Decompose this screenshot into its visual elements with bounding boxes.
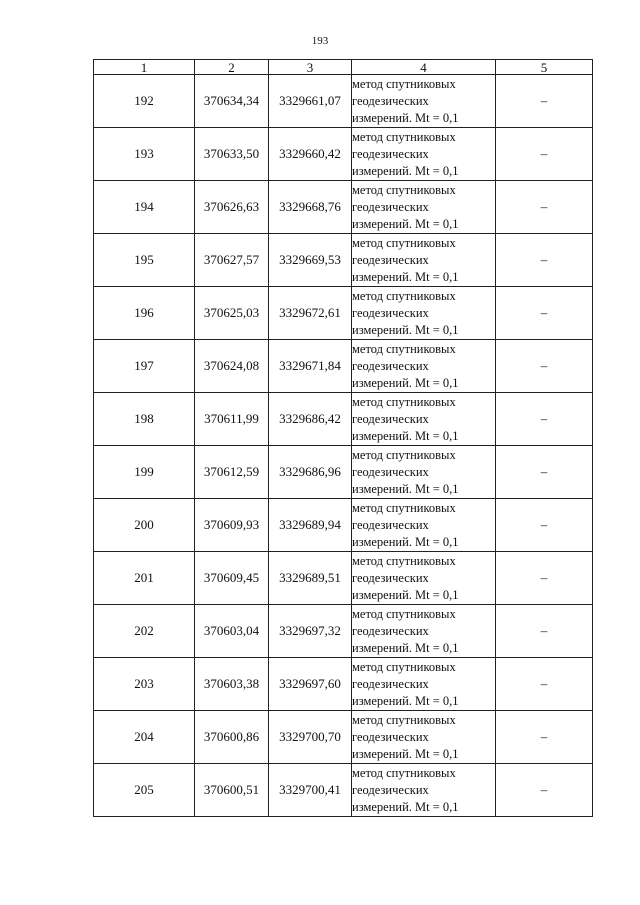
note-cell: – xyxy=(496,552,593,605)
column-header: 3 xyxy=(269,60,352,75)
method-text-line: метод спутниковых xyxy=(352,76,456,91)
method-text-line: измерений. Mt = 0,1 xyxy=(352,693,459,708)
method-cell xyxy=(352,499,496,552)
method-cell xyxy=(352,234,496,287)
method-text-line: метод спутниковых xyxy=(352,235,456,250)
method-cell xyxy=(352,658,496,711)
table-row xyxy=(94,605,593,658)
method-text-line: измерений. Mt = 0,1 xyxy=(352,428,459,443)
method-cell xyxy=(352,605,496,658)
method-cell xyxy=(352,287,496,340)
y-coordinate-cell: 3329689,94 xyxy=(269,499,352,552)
table-row xyxy=(94,340,593,393)
method-cell xyxy=(352,75,496,128)
y-coordinate-cell: 3329668,76 xyxy=(269,181,352,234)
x-coordinate-cell: 370603,38 xyxy=(195,658,269,711)
point-number-cell: 192 xyxy=(94,75,195,128)
method-text-line: измерений. Mt = 0,1 xyxy=(352,163,459,178)
method-text-line: метод спутниковых xyxy=(352,606,456,621)
method-text-line: геодезических xyxy=(352,570,429,585)
x-coordinate-cell: 370633,50 xyxy=(195,128,269,181)
column-header: 4 xyxy=(352,60,496,75)
note-cell: – xyxy=(496,234,593,287)
x-coordinate-cell: 370609,45 xyxy=(195,552,269,605)
method-cell xyxy=(352,446,496,499)
method-text-line: метод спутниковых xyxy=(352,500,456,515)
page-number: 193 xyxy=(311,35,329,47)
point-number-cell: 194 xyxy=(94,181,195,234)
y-coordinate-cell: 3329660,42 xyxy=(269,128,352,181)
method-text-line: измерений. Mt = 0,1 xyxy=(352,587,459,602)
note-cell: – xyxy=(496,764,593,817)
table-row xyxy=(94,287,593,340)
x-coordinate-cell: 370603,04 xyxy=(195,605,269,658)
x-coordinate-cell: 370634,34 xyxy=(195,75,269,128)
y-coordinate-cell: 3329700,70 xyxy=(269,711,352,764)
method-text-line: метод спутниковых xyxy=(352,182,456,197)
point-number-cell: 199 xyxy=(94,446,195,499)
table-row xyxy=(94,552,593,605)
method-text-line: метод спутниковых xyxy=(352,288,456,303)
method-text-line: метод спутниковых xyxy=(352,765,456,780)
table-row xyxy=(94,658,593,711)
method-text-line: геодезических xyxy=(352,517,429,532)
note-cell: – xyxy=(496,181,593,234)
x-coordinate-cell: 370612,59 xyxy=(195,446,269,499)
method-text-line: измерений. Mt = 0,1 xyxy=(352,375,459,390)
note-cell: – xyxy=(496,499,593,552)
y-coordinate-cell: 3329686,96 xyxy=(269,446,352,499)
table-row xyxy=(94,499,593,552)
note-cell: – xyxy=(496,658,593,711)
y-coordinate-cell: 3329697,60 xyxy=(269,658,352,711)
method-cell xyxy=(352,181,496,234)
method-text-line: измерений. Mt = 0,1 xyxy=(352,269,459,284)
method-cell xyxy=(352,711,496,764)
table-header-row xyxy=(94,60,593,75)
method-text-line: геодезических xyxy=(352,676,429,691)
method-text-line: метод спутниковых xyxy=(352,659,456,674)
coordinates-table xyxy=(93,59,593,817)
y-coordinate-cell: 3329697,32 xyxy=(269,605,352,658)
method-cell xyxy=(352,764,496,817)
note-cell: – xyxy=(496,711,593,764)
note-cell: – xyxy=(496,128,593,181)
table-row xyxy=(94,711,593,764)
x-coordinate-cell: 370609,93 xyxy=(195,499,269,552)
column-header: 5 xyxy=(496,60,593,75)
method-cell xyxy=(352,128,496,181)
method-text-line: геодезических xyxy=(352,199,429,214)
x-coordinate-cell: 370625,03 xyxy=(195,287,269,340)
table-row xyxy=(94,75,593,128)
method-text-line: метод спутниковых xyxy=(352,341,456,356)
method-text-line: измерений. Mt = 0,1 xyxy=(352,322,459,337)
method-text-line: геодезических xyxy=(352,411,429,426)
point-number-cell: 202 xyxy=(94,605,195,658)
table-row xyxy=(94,764,593,817)
y-coordinate-cell: 3329700,41 xyxy=(269,764,352,817)
method-text-line: измерений. Mt = 0,1 xyxy=(352,799,459,814)
x-coordinate-cell: 370624,08 xyxy=(195,340,269,393)
method-text-line: метод спутниковых xyxy=(352,447,456,462)
table-body xyxy=(94,75,593,817)
point-number-cell: 196 xyxy=(94,287,195,340)
method-text-line: геодезических xyxy=(352,623,429,638)
x-coordinate-cell: 370627,57 xyxy=(195,234,269,287)
point-number-cell: 205 xyxy=(94,764,195,817)
method-cell xyxy=(352,552,496,605)
method-text-line: метод спутниковых xyxy=(352,712,456,727)
method-text-line: измерений. Mt = 0,1 xyxy=(352,640,459,655)
method-cell xyxy=(352,340,496,393)
point-number-cell: 203 xyxy=(94,658,195,711)
method-cell xyxy=(352,393,496,446)
table-row xyxy=(94,446,593,499)
note-cell: – xyxy=(496,605,593,658)
method-text-line: измерений. Mt = 0,1 xyxy=(352,534,459,549)
method-text-line: геодезических xyxy=(352,464,429,479)
table-row xyxy=(94,393,593,446)
table-row xyxy=(94,234,593,287)
point-number-cell: 195 xyxy=(94,234,195,287)
method-text-line: геодезических xyxy=(352,358,429,373)
point-number-cell: 197 xyxy=(94,340,195,393)
method-text-line: геодезических xyxy=(352,93,429,108)
method-text-line: геодезических xyxy=(352,782,429,797)
note-cell: – xyxy=(496,287,593,340)
x-coordinate-cell: 370611,99 xyxy=(195,393,269,446)
method-text-line: измерений. Mt = 0,1 xyxy=(352,216,459,231)
y-coordinate-cell: 3329686,42 xyxy=(269,393,352,446)
y-coordinate-cell: 3329669,53 xyxy=(269,234,352,287)
point-number-cell: 193 xyxy=(94,128,195,181)
note-cell: – xyxy=(496,75,593,128)
x-coordinate-cell: 370600,51 xyxy=(195,764,269,817)
method-text-line: измерений. Mt = 0,1 xyxy=(352,481,459,496)
method-text-line: метод спутниковых xyxy=(352,394,456,409)
point-number-cell: 200 xyxy=(94,499,195,552)
y-coordinate-cell: 3329671,84 xyxy=(269,340,352,393)
x-coordinate-cell: 370626,63 xyxy=(195,181,269,234)
method-text-line: геодезических xyxy=(352,305,429,320)
method-text-line: измерений. Mt = 0,1 xyxy=(352,746,459,761)
method-text-line: измерений. Mt = 0,1 xyxy=(352,110,459,125)
note-cell: – xyxy=(496,340,593,393)
point-number-cell: 204 xyxy=(94,711,195,764)
method-text-line: геодезических xyxy=(352,146,429,161)
note-cell: – xyxy=(496,446,593,499)
method-text-line: геодезических xyxy=(352,729,429,744)
table-row xyxy=(94,128,593,181)
point-number-cell: 198 xyxy=(94,393,195,446)
method-text-line: метод спутниковых xyxy=(352,553,456,568)
column-header: 2 xyxy=(195,60,269,75)
y-coordinate-cell: 3329689,51 xyxy=(269,552,352,605)
x-coordinate-cell: 370600,86 xyxy=(195,711,269,764)
method-text-line: геодезических xyxy=(352,252,429,267)
column-header: 1 xyxy=(94,60,195,75)
note-cell: – xyxy=(496,393,593,446)
method-text-line: метод спутниковых xyxy=(352,129,456,144)
y-coordinate-cell: 3329661,07 xyxy=(269,75,352,128)
point-number-cell: 201 xyxy=(94,552,195,605)
table-row xyxy=(94,181,593,234)
y-coordinate-cell: 3329672,61 xyxy=(269,287,352,340)
